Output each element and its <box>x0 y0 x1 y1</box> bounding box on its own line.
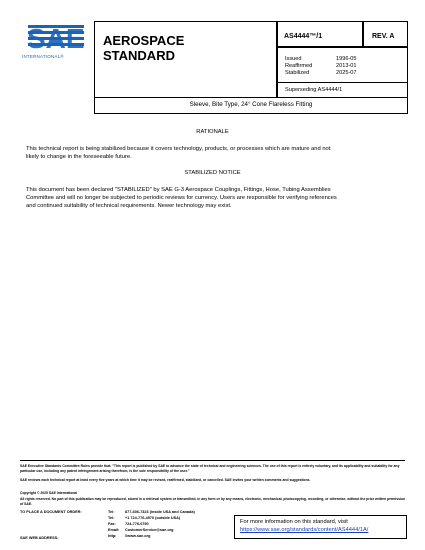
rationale-text <box>26 145 404 161</box>
superseding-note: Superseding AS4444/1 <box>285 87 343 93</box>
date-value-stabilized: 2025-07 <box>336 70 357 76</box>
footer-rule <box>20 460 405 461</box>
document-title: Sleeve, Bite Type, 24° Cone Flareless Fitting <box>189 101 313 108</box>
contact-label: Email: <box>108 528 120 532</box>
date-label-issued: Issued <box>285 56 302 62</box>
date-label-reaffirmed: Reaffirmed <box>285 63 313 69</box>
footer-review-note: SAE reviews each technical report at least every five years at which time it may be revised, reaffirmed, stabilized, or cancelled. SAE invites your written comments and suggestions. <box>20 478 311 482</box>
contact-email[interactable]: CustomerService@sae.org <box>125 528 174 532</box>
contact-label: Tel: <box>108 510 115 514</box>
document-type-line2: STANDARD <box>103 48 175 63</box>
notice-line: Committee and will no longer be subjected to periodic reviews for currency. Users are responsible for verifying references <box>26 195 337 201</box>
contact-value: 877-606-7323 (inside USA and Canada) <box>125 510 195 514</box>
document-type-line1: AEROSPACE <box>103 33 185 48</box>
order-label: TO PLACE A DOCUMENT ORDER: <box>20 510 82 514</box>
stabilized-notice-text <box>26 186 404 210</box>
stabilized-notice-heading: STABILIZED NOTICE <box>184 170 241 176</box>
notice-line: and continued suitability of technical requirements. Newer technology may exist. <box>26 203 232 209</box>
notice-line: This document has been declared "STABILIZED" by SAE G-3 Aerospace Couplings, Fittings, Hose, Tubing Assemblies <box>26 187 331 193</box>
header-divider <box>276 82 408 83</box>
header-divider <box>276 46 408 48</box>
rationale-heading: RATIONALE <box>196 129 229 135</box>
document-number: AS4444™/1 <box>284 33 323 40</box>
svg-text:SAE: SAE <box>27 23 85 54</box>
contact-label: Fax: <box>108 522 116 526</box>
footer-disclaimer: SAE Executive Standards Committee Rules provide that: "This report is published by SAE to advance the state of technical and engineering sciences. The use of this report is entirely voluntary, and its applicability and suitability for any particular use, including any patent infringement arising therefrom, is the sole responsibility of the user." <box>20 464 400 473</box>
date-label-stabilized: Stabilized <box>285 70 310 76</box>
contact-website[interactable]: //www.sae.org <box>125 534 151 538</box>
date-value-reaffirmed: 2013-01 <box>336 63 357 69</box>
logo-subtitle: INTERNATIONAL® <box>22 54 64 59</box>
header-divider <box>362 21 364 46</box>
footer-rights: All rights reserved. No part of this publication may be reproduced, stored in a retrieval system or transmitted, in any form or by any means, electronic, mechanical, photocopying, recording, or otherwise, without the prior written permission of SAE. <box>20 497 406 506</box>
more-info-text: For more information on this standard, visit <box>240 519 348 525</box>
contact-label: http: <box>108 534 117 538</box>
contact-value: +1 724-776-4970 (outside USA) <box>125 516 181 520</box>
revision: REV. A <box>372 33 395 40</box>
contact-label: Tel: <box>108 516 115 520</box>
rationale-line: likely to change in the foreseeable future. <box>26 154 132 160</box>
document-type <box>103 33 184 63</box>
rationale-line: This technical report is being stabilized because it covers technology, products, or processes which are mature and not <box>26 146 331 152</box>
footer-copyright: Copyright © 2025 SAE International <box>20 491 78 495</box>
contact-value: 724-776-0790 <box>125 522 149 526</box>
web-address-label: SAE WEB ADDRESS: <box>20 536 59 540</box>
date-value-issued: 1996-05 <box>336 56 357 62</box>
standard-link[interactable]: https://www.sae.org/standards/content/AS4444/1A/ <box>240 527 369 533</box>
header-divider <box>276 21 278 98</box>
